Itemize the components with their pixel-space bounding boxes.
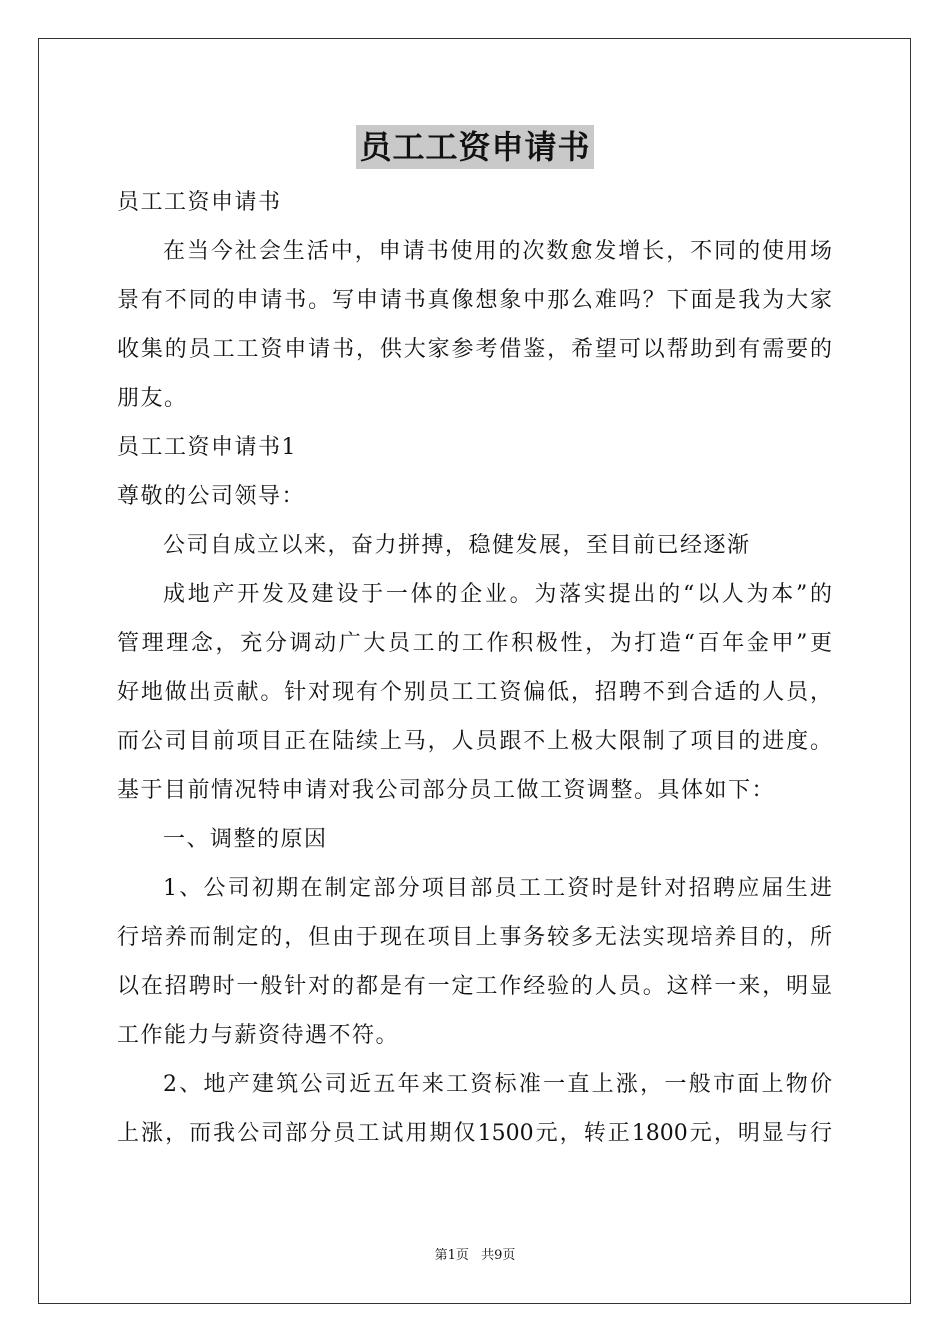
page-footer	[0, 1244, 950, 1263]
paragraph-line: 行培养而制定的，但由于现在项目上事务较多无法实现培养目的，所	[117, 925, 832, 950]
subsection-heading: 一、调整的原因	[163, 827, 328, 852]
paragraph-line: 管理理念，充分调动广大员工的工作积极性，为打造“百年金甲”更	[117, 631, 832, 656]
title-area	[0, 125, 950, 169]
paragraph-line: 2、地产建筑公司近五年来工资标准一直上涨，一般市面上物价	[163, 1072, 832, 1097]
paragraph-line: 基于目前情况特申请对我公司部分员工做工资调整。具体如下：	[117, 778, 776, 803]
section-heading: 员工工资申请书1	[117, 435, 297, 460]
paragraph-line: 在当今社会生活中，申请书使用的次数愈发增长，不同的使用场	[163, 239, 832, 264]
subtitle-line: 员工工资申请书	[117, 190, 282, 215]
document-body	[117, 178, 832, 1158]
document-title: 员工工资申请书	[356, 125, 593, 169]
paragraph-line: 公司自成立以来，奋力拼搏，稳健发展，至目前已经逐渐	[163, 533, 751, 558]
salutation: 尊敬的公司领导：	[117, 484, 306, 509]
paragraph-line: 收集的员工工资申请书，供大家参考借鉴，希望可以帮助到有需要的	[117, 337, 832, 362]
paragraph-line: 工作能力与薪资待遇不符。	[117, 1023, 400, 1048]
paragraph-line: 1、公司初期在制定部分项目部员工工资时是针对招聘应届生进	[163, 876, 832, 901]
paragraph-line: 而公司目前项目正在陆续上马，人员跟不上极大限制了项目的进度。	[117, 729, 832, 754]
paragraph-line: 景有不同的申请书。写申请书真像想象中那么难吗？下面是我为大家	[117, 288, 832, 313]
paragraph-line: 以在招聘时一般针对的都是有一定工作经验的人员。这样一来，明显	[117, 974, 832, 999]
page-number: 第1页	[434, 1248, 469, 1263]
paragraph-line: 好地做出贡献。针对现有个别员工工资偏低，招聘不到合适的人员，	[117, 680, 832, 705]
page-total: 共9页	[481, 1248, 516, 1263]
paragraph-line: 朋友。	[117, 386, 188, 411]
paragraph-line: 成地产开发及建设于一体的企业。为落实提出的“以人为本”的	[163, 582, 832, 607]
paragraph-line: 上涨，而我公司部分员工试用期仅1500元，转正1800元，明显与行	[117, 1121, 832, 1146]
